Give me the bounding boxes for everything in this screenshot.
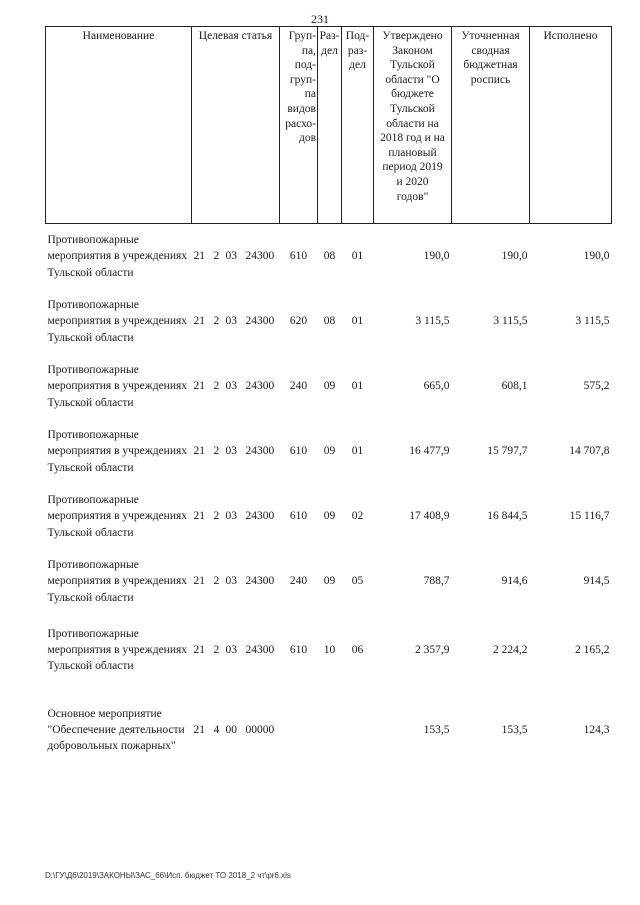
row-name: Противопожарные мероприятия в учреждениях Тульской области [47, 364, 188, 409]
table-row [46, 549, 612, 614]
table-body [46, 224, 612, 775]
row-expense-group: 620 [289, 315, 308, 328]
code-part: 03 [225, 250, 237, 263]
code-part: 21 [193, 575, 205, 588]
row-expense-group: 610 [289, 445, 308, 458]
code-part: 21 [193, 250, 205, 263]
code-part: 21 [193, 315, 205, 328]
code-part: 21 [193, 380, 205, 393]
row-subsection: 02 [351, 510, 364, 523]
row-approved: 17 408,9 [409, 510, 450, 523]
code-part: 24300 [245, 510, 275, 523]
row-name: Противопожарные мероприятия в учреждениях Тульской области [47, 429, 188, 474]
code-part: 2 [213, 510, 220, 523]
header-target-article: Целевая статья [192, 27, 280, 224]
row-executed: 575,2 [583, 380, 610, 393]
row-approved: 665,0 [423, 380, 450, 393]
row-target-article [192, 614, 280, 686]
row-expense-group: 610 [289, 510, 308, 523]
code-part: 03 [225, 510, 237, 523]
row-subsection: 05 [351, 575, 364, 588]
row-expense-group [280, 686, 318, 774]
code-part: 00 [225, 723, 237, 736]
row-target-article [192, 549, 280, 614]
row-refined: 190,0 [501, 250, 528, 263]
row-refined: 608,1 [501, 380, 528, 393]
table-row [46, 224, 612, 290]
header-section: Раз- дел [318, 27, 342, 224]
row-section: 09 [323, 510, 336, 523]
row-approved: 2 357,9 [415, 643, 450, 656]
page-number: 231 [311, 12, 329, 26]
code-part: 03 [225, 380, 237, 393]
row-section: 09 [323, 445, 336, 458]
code-part: 03 [225, 315, 237, 328]
code-part: 24300 [245, 315, 275, 328]
row-name: Основное мероприятие "Обеспечение деятельности добровольных пожарных" [47, 707, 185, 753]
code-part: 03 [225, 643, 237, 656]
row-expense-group: 610 [289, 250, 308, 263]
code-part: 2 [213, 250, 220, 263]
code-part: 2 [213, 315, 220, 328]
code-part: 24300 [245, 643, 275, 656]
row-target-article [192, 289, 280, 354]
header-row [46, 27, 612, 224]
row-target-article [192, 224, 280, 290]
row-section: 09 [323, 575, 336, 588]
row-name: Противопожарные мероприятия в учреждениях Тульской области [47, 559, 188, 604]
code-part: 24300 [245, 445, 275, 458]
code-part: 21 [193, 445, 205, 458]
row-target-article [192, 686, 280, 774]
row-name: Противопожарные мероприятия в учреждениях Тульской области [47, 627, 188, 673]
row-refined: 2 224,2 [493, 643, 528, 656]
row-target-article [192, 354, 280, 419]
row-executed: 914,5 [583, 575, 610, 588]
row-refined: 16 844,5 [487, 510, 528, 523]
row-executed: 14 707,8 [569, 445, 610, 458]
code-part: 2 [213, 575, 220, 588]
table-row [46, 289, 612, 354]
code-part: 24300 [245, 250, 275, 263]
code-part: 2 [213, 380, 220, 393]
row-executed: 3 115,5 [575, 315, 610, 328]
header-approved: Утверждено Законом Тульской области "О бюджете Тульской области на 2018 год и на плановый период 2019 и 2020 годов" [374, 27, 452, 224]
table-row [46, 614, 612, 686]
code-part: 21 [193, 643, 205, 656]
row-expense-group: 240 [289, 380, 308, 393]
row-expense-group: 240 [289, 575, 308, 588]
row-subsection: 06 [351, 643, 364, 656]
row-target-article [192, 484, 280, 549]
row-refined: 15 797,7 [487, 445, 528, 458]
row-refined: 153,5 [501, 723, 528, 736]
row-refined: 914,6 [501, 575, 528, 588]
header-executed: Исполнено [530, 27, 612, 224]
code-part: 24300 [245, 575, 275, 588]
header-subsection: Под- раз- дел [342, 27, 374, 224]
table-row [46, 354, 612, 419]
row-name: Противопожарные мероприятия в учреждениях Тульской области [47, 299, 188, 344]
table-row [46, 686, 612, 774]
code-part: 2 [213, 445, 220, 458]
row-section: 08 [323, 315, 336, 328]
code-part: 21 [193, 510, 205, 523]
row-section: 10 [323, 643, 336, 656]
row-subsection: 01 [351, 315, 364, 328]
code-part: 03 [225, 445, 237, 458]
row-name: Противопожарные мероприятия в учреждениях Тульской области [47, 234, 188, 279]
row-approved: 16 477,9 [409, 445, 450, 458]
row-approved: 190,0 [423, 250, 450, 263]
row-approved: 153,5 [423, 723, 450, 736]
file-path: D:\ГУ\Д6\2019\ЗАКОНЫ\ЗАС_66\Исп. бюджет ТО 2018_2 чт\pr6.xls [45, 871, 291, 880]
row-subsection: 01 [351, 445, 364, 458]
row-executed: 2 165,2 [575, 643, 610, 656]
code-part: 21 [193, 723, 205, 736]
header-refined: Уточненная сводная бюджетная роспись [452, 27, 530, 224]
code-part: 00000 [245, 723, 275, 736]
row-refined: 3 115,5 [493, 315, 528, 328]
row-approved: 788,7 [423, 575, 450, 588]
table-row [46, 484, 612, 549]
row-approved: 3 115,5 [415, 315, 450, 328]
row-name: Противопожарные мероприятия в учреждениях Тульской области [47, 494, 188, 539]
row-executed: 190,0 [583, 250, 610, 263]
row-subsection [342, 686, 374, 774]
code-part: 03 [225, 575, 237, 588]
budget-table [45, 26, 612, 774]
row-section [318, 686, 342, 774]
row-section: 09 [323, 380, 336, 393]
code-part: 24300 [245, 380, 275, 393]
header-name: Наименование [46, 27, 192, 224]
code-part: 2 [213, 643, 220, 656]
row-executed: 124,3 [583, 723, 610, 736]
row-expense-group: 610 [289, 643, 308, 656]
row-section: 08 [323, 250, 336, 263]
row-subsection: 01 [351, 250, 364, 263]
row-subsection: 01 [351, 380, 364, 393]
table-row [46, 419, 612, 484]
row-executed: 15 116,7 [569, 510, 610, 523]
row-target-article [192, 419, 280, 484]
header-expense-group: Груп- па, под- груп- па видов расхо- дов [280, 27, 318, 224]
code-part: 4 [213, 723, 220, 736]
